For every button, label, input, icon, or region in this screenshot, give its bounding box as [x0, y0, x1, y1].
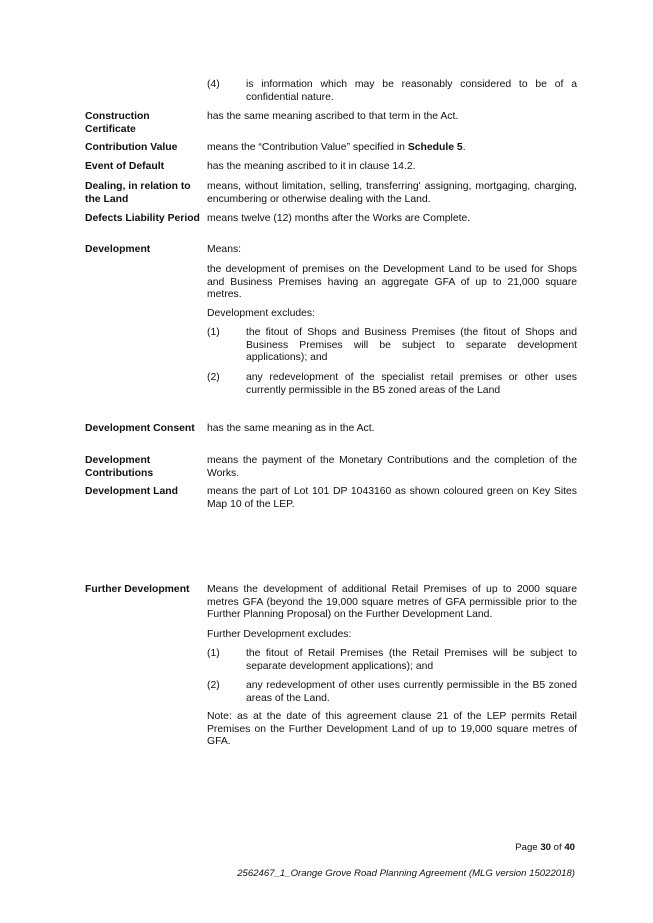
- page-of: of: [550, 842, 565, 853]
- term-development-consent: Development Consent: [85, 423, 195, 434]
- item-number: (4): [207, 79, 220, 90]
- def-defects-liability-period: means twelve (12) months after the Works are Complete.: [207, 213, 471, 224]
- def-development-consent: has the same meaning as in the Act.: [207, 423, 375, 434]
- term-construction-certificate: Construction Certificate: [85, 111, 150, 135]
- def-contribution-value: [207, 142, 577, 155]
- term-defects-liability-period: Defects Liability Period: [85, 213, 200, 224]
- item-number: (1): [207, 648, 220, 659]
- def-further-development-note: Note: as at the date of this agreement clause 21 of the LEP permits Retail Premises on the Further Development Land of up to 19,000 square metres of GFA.: [207, 711, 577, 748]
- def-development-intro: Means:: [207, 244, 242, 255]
- def-text-end: .: [462, 142, 466, 153]
- def-development-excludes: Development excludes:: [207, 308, 316, 319]
- def-development-body: the development of premises on the Development Land to be used for Shops and Business Premises having an aggregate GFA of up to 21,000 square metres.: [207, 264, 577, 301]
- def-text: means the “Contribution Value” specified in: [207, 142, 408, 153]
- item-number: (2): [207, 680, 220, 691]
- document-footer: 2562467_1_Orange Grove Road Planning Agreement (MLG version 15022018): [237, 868, 575, 879]
- item-text: the fitout of Shops and Business Premises (the fitout of Shops and Business Premises will be subject to separate development applications); and: [246, 327, 577, 364]
- term-contribution-value: Contribution Value: [85, 142, 178, 153]
- page-label: Page: [515, 842, 541, 853]
- def-development-contributions: means the payment of the Monetary Contributions and the completion of the Works.: [207, 455, 577, 479]
- def-dealing: means, without limitation, selling, transferring' assigning, mortgaging, charging, encumbering or otherwise dealing with the Land.: [207, 181, 577, 205]
- term-event-of-default: Event of Default: [85, 161, 165, 172]
- term-development-contributions: Development Contributions: [85, 455, 154, 479]
- term-development: Development: [85, 244, 151, 255]
- item-text: any redevelopment of the specialist retail premises or other uses currently permissible in the B5 zoned areas of the Land: [246, 372, 577, 396]
- schedule-reference: Schedule 5: [407, 142, 463, 153]
- page-total: 40: [564, 842, 575, 853]
- term-development-land: Development Land: [85, 486, 178, 497]
- item-number: (1): [207, 327, 220, 338]
- page-current: 30: [540, 842, 551, 853]
- def-further-development-body: Means the development of additional Retail Premises of up to 2000 square metres GFA (beyond the 19,000 square metres of GFA permissible prior to the Further Planning Proposal) on the Further Development Land.: [207, 584, 577, 621]
- item-text: is information which may be reasonably considered to be of a confidential nature.: [246, 79, 577, 103]
- def-development-land: means the part of Lot 101 DP 1043160 as shown coloured green on Key Sites Map 10 of the LEP.: [207, 486, 577, 510]
- term-further-development: Further Development: [85, 584, 190, 595]
- def-construction-certificate: has the same meaning ascribed to that term in the Act.: [207, 111, 459, 122]
- item-number: (2): [207, 372, 220, 383]
- page-number: [515, 842, 575, 855]
- def-further-development-excludes: Further Development excludes:: [207, 629, 352, 640]
- item-text: any redevelopment of other uses currently permissible in the B5 zoned areas of the Land.: [246, 680, 577, 704]
- term-dealing: Dealing, in relation to the Land: [85, 181, 191, 205]
- def-event-of-default: has the meaning ascribed to it in clause 14.2.: [207, 161, 416, 172]
- item-text: the fitout of Retail Premises (the Retail Premises will be subject to separate development applications); and: [246, 648, 577, 672]
